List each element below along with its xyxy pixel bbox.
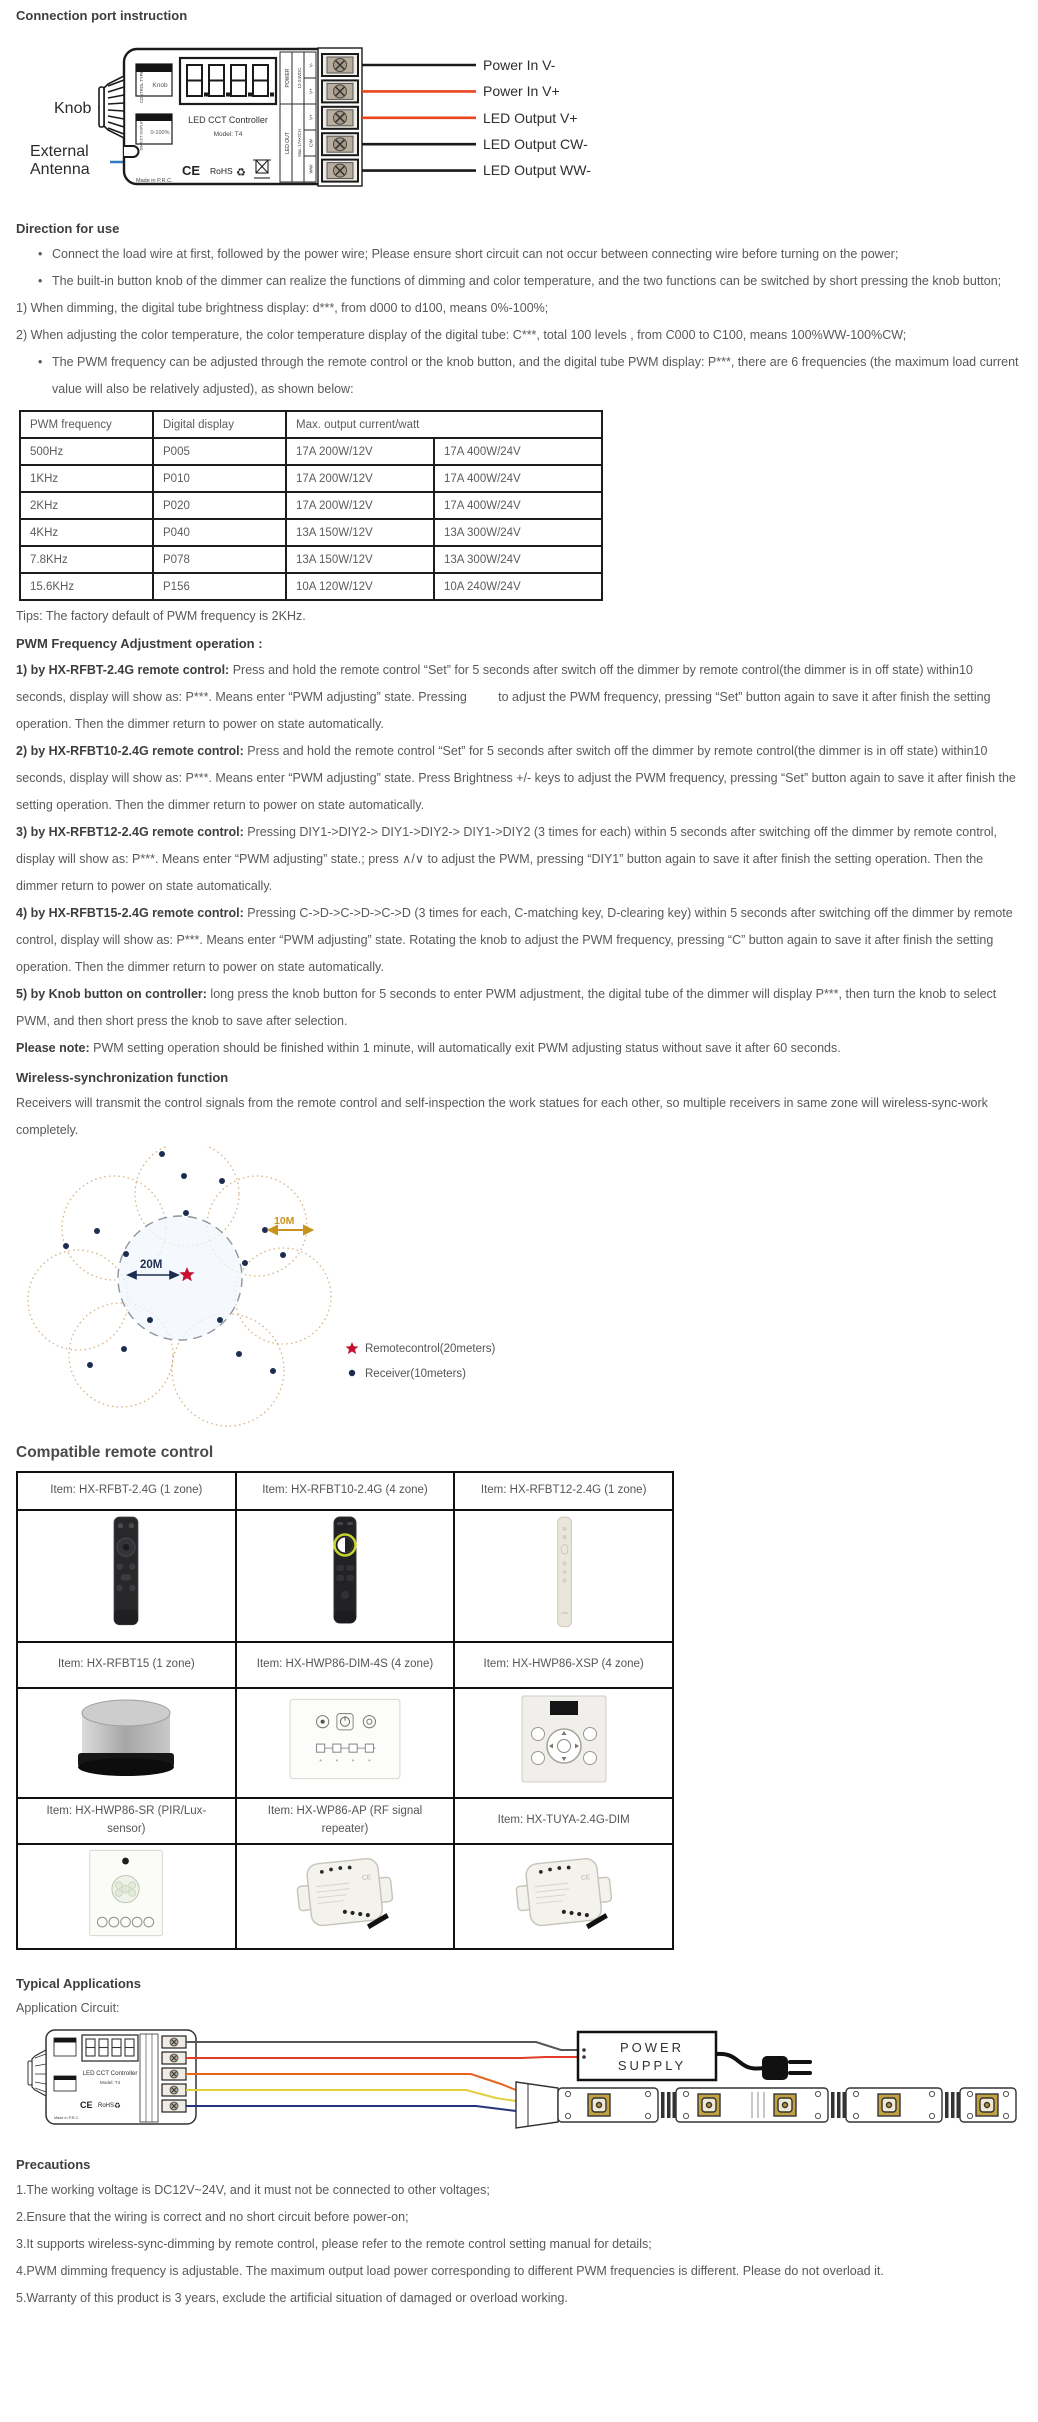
remote-item-label: Item: HX-HWP86-SR (PIR/Lux-sensor) bbox=[17, 1798, 236, 1844]
terminal-label-4: WW bbox=[309, 164, 315, 174]
wireless-body: Receivers will transmit the control signals from the remote control and self-inspection the work statues for each other, so multiple receivers in same zone will wireless-sync-work completely. bbox=[16, 1096, 988, 1137]
antenna-callout-line2: Antenna bbox=[30, 161, 90, 178]
table-row bbox=[20, 411, 602, 438]
table-row bbox=[17, 1688, 673, 1798]
tips-line: Tips: The factory default of PWM frequency is 2KHz. bbox=[16, 609, 306, 623]
mini-rohs-mark: RoHS bbox=[98, 2102, 115, 2109]
mini-ce-mark: CE bbox=[80, 2099, 93, 2110]
direction-bullet-3: • The PWM frequency can be adjusted through the remote control or the knob button, and the digital tube PWM display: P***, there are 6 frequencies (the maximum load current value will also be relatively adjusted), as shown below: bbox=[16, 349, 1022, 403]
svg-text:CE: CE bbox=[361, 1873, 372, 1882]
control-type-value: Knob bbox=[152, 82, 168, 89]
port-label-0: Power In V- bbox=[483, 57, 556, 73]
remote-hx-rfbt10-image bbox=[321, 1515, 369, 1631]
precaution-item-5: 5.Warranty of this product is 3 years, exclude the artificial situation of damaged or overload working. bbox=[16, 2290, 568, 2305]
remote-hx-hwp86-xsp-image bbox=[514, 1693, 614, 1787]
remote-hx-wp86-ap-image bbox=[284, 1848, 406, 1938]
mini-screws bbox=[162, 2036, 186, 2112]
made-in-label: Made in P.R.C. bbox=[136, 178, 173, 184]
compatible-heading: Compatible remote control bbox=[16, 1444, 214, 1461]
wire-strip-cw bbox=[186, 2090, 516, 2101]
pwm-adjustment-item-3: 3) by HX-RFBT12-2.4G remote control: Pressing DIY1->DIY2-> DIY1->DIY2-> DIY1->DIY2 (3 times for each) within 5 seconds after switching off the dimmer by remote control, display will show as: P***. Means enter “PWM adjusting” state.; press ∧/∨ to adjust the PWM, pressing “DIY1” button again to save it after finish the setting operation. Then the dimmer return to power on state automatically. bbox=[16, 825, 998, 893]
direction-bullet-2: • The built-in button knob of the dimmer can realize the functions of dimming and color temperature, and the two functions can be switched by short pressing the knob button; bbox=[16, 268, 1022, 295]
wireless-sync-diagram bbox=[16, 1146, 1022, 1438]
remote-item-label: Item: HX-RFBT15 (1 zone) bbox=[17, 1642, 236, 1688]
port-label-1: Power In V+ bbox=[483, 83, 560, 99]
power-supply-label-2: SUPPLY bbox=[617, 2057, 687, 2073]
antenna-callout-line1: External bbox=[30, 143, 89, 160]
remote-item-label: Item: HX-HWP86-XSP (4 zone) bbox=[454, 1642, 673, 1688]
application-circuit-image bbox=[16, 2024, 1022, 2136]
application-circuit-diagram bbox=[16, 2024, 1022, 2139]
remote-item-label: Item: HX-HWP86-DIM-4S (4 zone) bbox=[236, 1642, 455, 1688]
application-circuit-label: Application Circuit: bbox=[16, 2000, 120, 2015]
terminal-label-3: CW bbox=[309, 139, 315, 147]
diagram-legend bbox=[346, 1342, 496, 1380]
remote-hx-rfbt15-image bbox=[65, 1693, 187, 1787]
precaution-item-1: 1.The working voltage is DC12V~24V, and it must not be connected to other voltages; bbox=[16, 2182, 490, 2197]
wireless-sync-image bbox=[16, 1146, 556, 1436]
controller-diagram-image bbox=[24, 34, 664, 206]
device-name: LED CCT Controller bbox=[188, 115, 268, 125]
dim-display-label: DIM/CCT DISPLAY bbox=[139, 119, 144, 151]
pwm-col1-header: PWM frequency bbox=[20, 411, 153, 438]
distance-10m-arrow bbox=[269, 1226, 312, 1234]
led-strip bbox=[516, 2082, 1016, 2128]
pwm-adjustment-item-2: 2) by HX-RFBT10-2.4G remote control: Press and hold the remote control “Set” for 5 seconds after switch off the dimmer by remote control(the dimmer is in off state) within10 seconds, display will show as: P***. Means enter “PWM adjusting” state. Press Brightness +/- keys to adjust the PWM frequency, pressing “Set” button again to save it after finish the setting operation. Then the dimmer return to power on state automatically. bbox=[16, 744, 1016, 812]
pwm-adjustment-item-4: 4) by HX-RFBT15-2.4G remote control: Pressing C->D->C->D->C->D (3 times for each, C-matching key, D-clearing key) within 5 seconds after switching off the dimmer by remote control, display will show as: P***. Means enter “PWM adjusting” state. Rotating the knob to adjust the PWM frequency, pressing “C” button again to save it after finish the setting operation. Then the dimmer return to power on state automatically. bbox=[16, 906, 1013, 974]
power-supply-box bbox=[578, 2032, 716, 2080]
wire-ps-vplus bbox=[186, 2057, 578, 2058]
legend-receiver-dot-icon bbox=[349, 1370, 355, 1376]
remote-item-label: Item: HX-RFBT12-2.4G (1 zone) bbox=[454, 1472, 673, 1510]
pwm-frequency-table bbox=[19, 410, 603, 601]
pwm-col2-header: Digital display bbox=[153, 411, 286, 438]
remote-item-label: Item: HX-WP86-AP (RF signal repeater) bbox=[236, 1798, 455, 1844]
wireless-heading: Wireless-synchronization function bbox=[16, 1070, 229, 1085]
mini-controller-model: Model: T4 bbox=[99, 2079, 121, 2085]
rohs-mark: RoHS bbox=[210, 166, 233, 176]
please-note: Please note: PWM setting operation should be finished within 1 minute, will automatically exit PWM adjusting status without save it after 60 seconds. bbox=[16, 1041, 841, 1055]
terminal-label-1: V+ bbox=[309, 87, 315, 95]
table-row: 7.8KHz P078 13A 150W/12V 13A 300W/24V bbox=[20, 546, 602, 573]
table-row: 15.6KHz P156 10A 120W/12V 10A 240W/24V bbox=[20, 573, 602, 600]
terminal-label-2: V+ bbox=[309, 113, 315, 121]
direction-numbered-2: 2) When adjusting the color temperature, the color temperature display of the digital tube: C***, total 100 levels , from C000 to C100, means 100%WW-100%CW; bbox=[16, 328, 907, 342]
typical-heading: Typical Applications bbox=[16, 1975, 141, 1991]
pwm-adjustment-item-5: 5) by Knob button on controller: long press the knob button for 5 seconds to enter PWM adjustment, the digital tube of the dimmer will display P***, then turn the knob to select PWM, and then short press the knob to save after selection. bbox=[16, 987, 997, 1028]
direction-bullet-1: • Connect the load wire at first, followed by the power wire; Please ensure short circuit can not occur between connecting wire before turning on the power; bbox=[16, 241, 1022, 268]
mini-recycle-icon: ♻ bbox=[114, 2100, 121, 2110]
connection-heading: Connection port instruction bbox=[16, 8, 188, 23]
port-label-4: LED Output WW- bbox=[483, 162, 591, 178]
distance-20m-label: 20M bbox=[140, 1259, 163, 1271]
power-group-label: POWER bbox=[285, 68, 291, 88]
mini-controller-name: LED CCT Controller bbox=[82, 2069, 138, 2077]
table-row: 4KHz P040 13A 150W/12V 13A 300W/24V bbox=[20, 519, 602, 546]
remote-item-label: Item: HX-RFBT-2.4G (1 zone) bbox=[17, 1472, 236, 1510]
legend-star-icon bbox=[346, 1342, 359, 1354]
remote-hx-rfbt12-image bbox=[548, 1515, 580, 1631]
mini-made-in: Made in P.R.C. bbox=[54, 2115, 80, 2120]
precaution-item-3: 3.It supports wireless-sync-dimming by remote control, please refer to the remote control setting manual for details; bbox=[16, 2236, 652, 2251]
pwm-col3-header: Max. output current/watt bbox=[286, 411, 602, 438]
table-row bbox=[17, 1642, 673, 1688]
table-row bbox=[17, 1472, 673, 1510]
plug-icon bbox=[762, 2056, 812, 2080]
mini-controller bbox=[28, 2030, 196, 2124]
power-supply-label-1: POWER bbox=[619, 2039, 685, 2055]
remote-item-label: Item: HX-RFBT10-2.4G (4 zone) bbox=[236, 1472, 455, 1510]
ledout-spec-label: Max.:17A•2CH bbox=[297, 129, 302, 157]
remote-hx-hwp86-sr-image bbox=[80, 1848, 172, 1938]
wire-ps-vminus bbox=[186, 2042, 578, 2050]
device-model: Model: T4 bbox=[213, 131, 243, 138]
power-cord bbox=[716, 2054, 764, 2069]
knob-icon bbox=[99, 76, 124, 138]
precaution-item-2: 2.Ensure that the wiring is correct and no short circuit before power-on; bbox=[16, 2209, 409, 2224]
precautions-heading: Precautions bbox=[16, 2156, 91, 2172]
direction-numbered-1: 1) When dimming, the digital tube brightness display: d***, from d000 to d100, means 0%-100%; bbox=[16, 301, 549, 315]
legend-remote-label: Remotecontrol(20meters) bbox=[365, 1343, 496, 1355]
recycle-icon: ♻ bbox=[236, 167, 246, 179]
power-spec-label: 12-24VDC bbox=[297, 67, 302, 89]
table-row: 1KHz P010 17A 200W/12V 17A 400W/24V bbox=[20, 465, 602, 492]
pwm-adjustment-heading: PWM Frequency Adjustment operation : bbox=[16, 636, 263, 651]
table-row bbox=[17, 1510, 673, 1642]
distance-10m-label: 10M bbox=[274, 1215, 295, 1227]
remote-hx-tuya-image bbox=[503, 1848, 625, 1938]
table-row bbox=[17, 1844, 673, 1949]
wire-strip-vplus bbox=[186, 2074, 516, 2090]
legend-receiver-label: Receiver(10meters) bbox=[365, 1368, 466, 1380]
wire-strip-ww bbox=[186, 2106, 516, 2111]
antenna-notch bbox=[124, 146, 139, 157]
pwm-adjustment-item-1: 1) by HX-RFBT-2.4G remote control: Press and hold the remote control “Set” for 5 seconds after switch off the dimmer by remote control(the dimmer is in off state) within10 seconds, display will show as: P***. Means enter “PWM adjusting” state. Pressing to adjust the PWM frequency, pressing “Set” button again to save it after finish the setting operation. Then the dimmer return to power on state automatically. bbox=[16, 663, 991, 731]
remote-item-label: Item: HX-TUYA-2.4G-DIM bbox=[454, 1798, 673, 1844]
dim-display-value: 0-100% bbox=[150, 130, 170, 136]
port-label-2: LED Output V+ bbox=[483, 110, 578, 126]
compatible-remotes-table bbox=[16, 1471, 674, 1950]
connection-diagram bbox=[24, 34, 1022, 209]
knob-callout-label: Knob bbox=[54, 100, 92, 117]
precaution-item-4: 4.PWM dimming frequency is adjustable. The maximum output load power corresponding to different PWM frequencies is different. Please do not overload it. bbox=[16, 2263, 884, 2278]
screw-terminal-block bbox=[318, 48, 362, 186]
table-row bbox=[17, 1798, 673, 1844]
direction-heading: Direction for use bbox=[16, 221, 120, 236]
table-row: 2KHz P020 17A 200W/12V 17A 400W/24V bbox=[20, 492, 602, 519]
remote-hx-hwp86-dim4s-image bbox=[284, 1695, 406, 1785]
table-row: 500Hz P005 17A 200W/12V 17A 400W/24V bbox=[20, 438, 602, 465]
port-label-3: LED Output CW- bbox=[483, 136, 588, 152]
ce-mark-icon: CE bbox=[182, 163, 201, 178]
remote-hx-rfbt-image bbox=[104, 1515, 148, 1631]
terminal-label-0: V- bbox=[309, 62, 315, 68]
ledout-group-label: LED OUT bbox=[285, 132, 291, 154]
control-type-label: CONTROL TYPE bbox=[139, 70, 144, 104]
